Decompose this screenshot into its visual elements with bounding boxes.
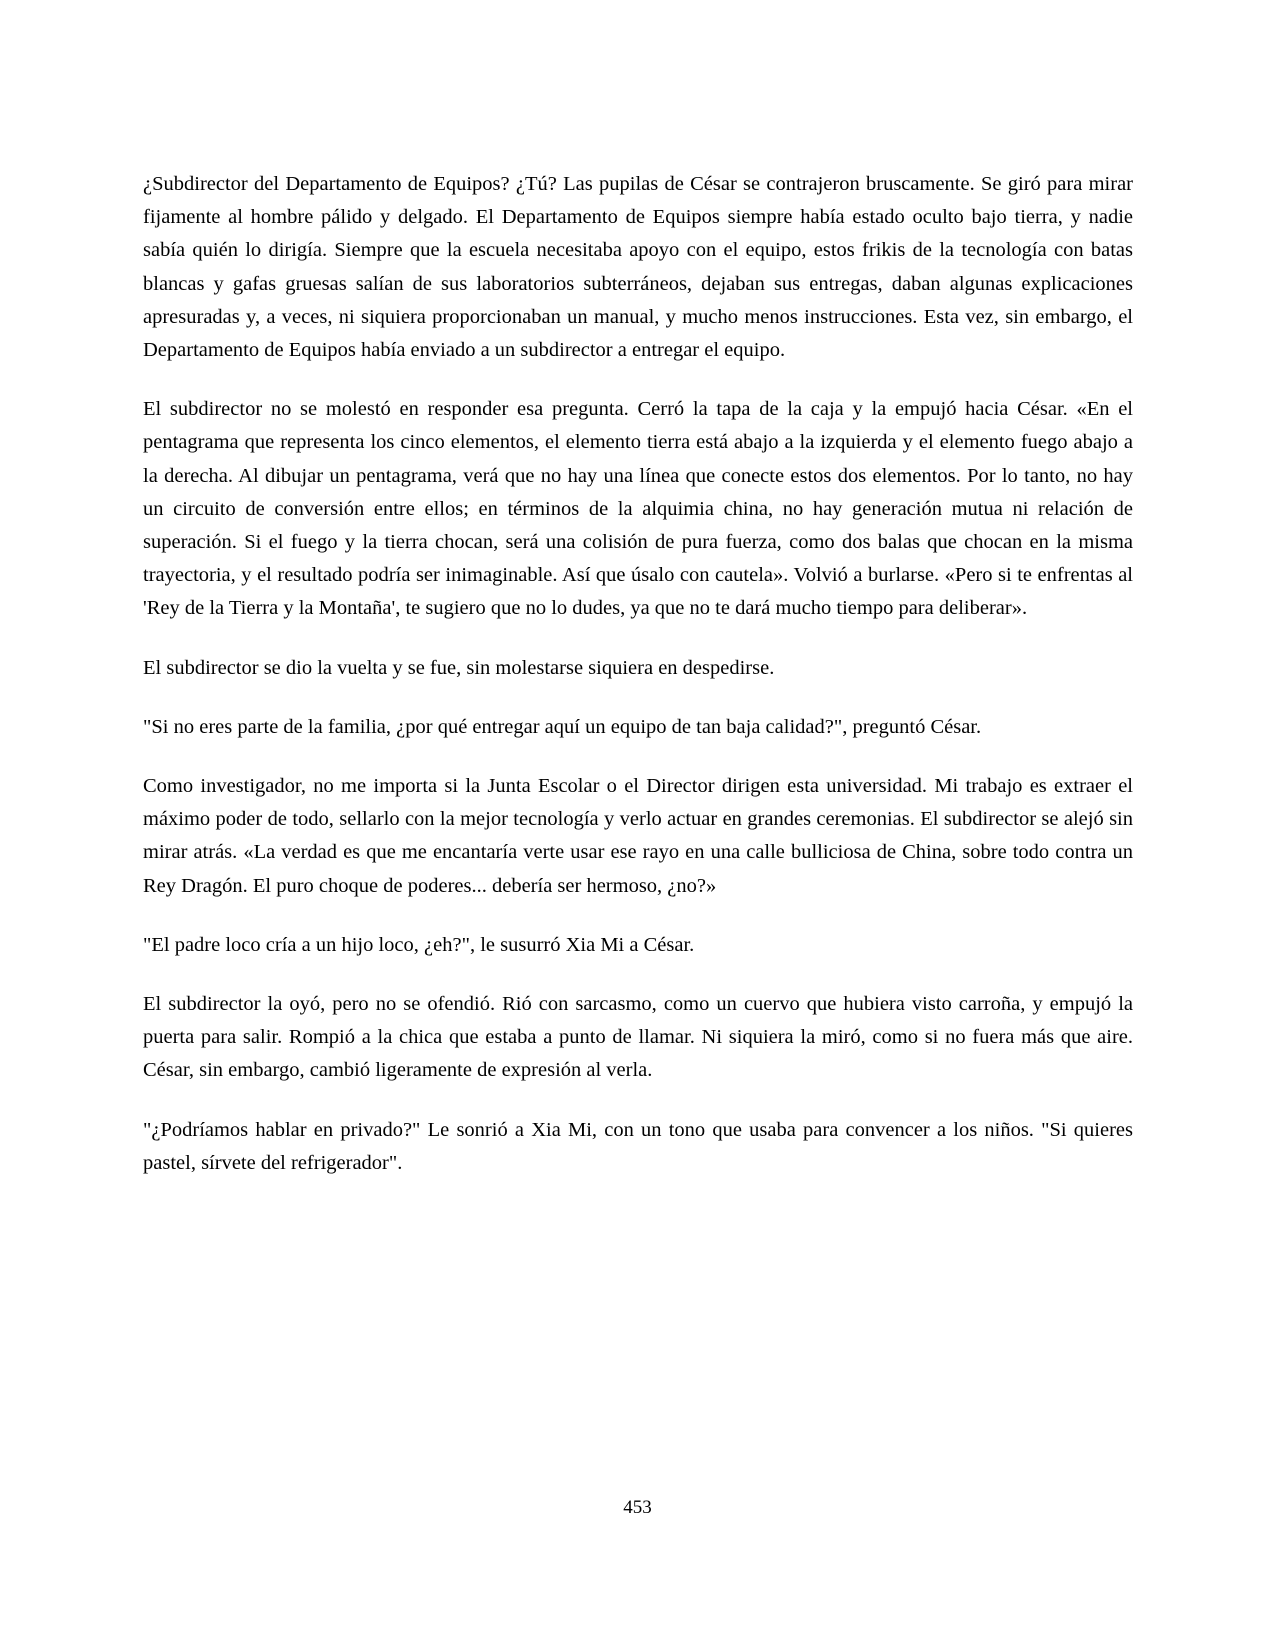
paragraph-5: Como investigador, no me importa si la Junta Escolar o el Director dirigen esta universidad. Mi trabajo es extraer el máximo poder de todo, sellarlo con la mejor tecnología y verlo actuar en grandes ceremonias. El subdirector se alejó sin mirar atrás. «La verdad es que me encantaría verte usar ese rayo en una calle bulliciosa de China, sobre todo contra un Rey Dragón. El puro choque de poderes... debería ser hermoso, ¿no?»	[143, 775, 1133, 897]
paragraph-3: El subdirector se dio la vuelta y se fue, sin molestarse siquiera en despedirse.	[143, 656, 775, 679]
paragraph-8: "¿Podríamos hablar en privado?" Le sonrió a Xia Mi, con un tono que usaba para convencer a los niños. "Si quieres pastel, sírvete del refrigerador".	[143, 1118, 1133, 1174]
paragraph-6: "El padre loco cría a un hijo loco, ¿eh?", le susurró Xia Mi a César.	[143, 933, 695, 956]
page-number: 453	[623, 1497, 652, 1518]
body-text-column	[143, 168, 1133, 1180]
paragraph-1: ¿Subdirector del Departamento de Equipos? ¿Tú? Las pupilas de César se contrajeron bruscamente. Se giró para mirar fijamente al hombre pálido y delgado. El Departamento de Equipos siempre había estado oculto bajo tierra, y nadie sabía quién lo dirigía. Siempre que la escuela necesitaba apoyo con el equipo, estos frikis de la tecnología con batas blancas y gafas gruesas salían de sus laboratorios subterráneos, dejaban sus entregas, daban algunas explicaciones apresuradas y, a veces, ni siquiera proporcionaban un manual, y mucho menos instrucciones. Esta vez, sin embargo, el Departamento de Equipos había enviado a un subdirector a entregar el equipo.	[143, 173, 1133, 362]
paragraph-4: "Si no eres parte de la familia, ¿por qué entregar aquí un equipo de tan baja calidad?", preguntó César.	[143, 715, 982, 738]
paragraph-2: El subdirector no se molestó en responder esa pregunta. Cerró la tapa de la caja y la empujó hacia César. «En el pentagrama que representa los cinco elementos, el elemento tierra está abajo a la izquierda y el elemento fuego abajo a la derecha. Al dibujar un pentagrama, verá que no hay una línea que conecte estos dos elementos. Por lo tanto, no hay un circuito de conversión entre ellos; en términos de la alquimia china, no hay generación mutua ni relación de superación. Si el fuego y la tierra chocan, será una colisión de pura fuerza, como dos balas que chocan en la misma trayectoria, y el resultado podría ser inimaginable. Así que úsalo con cautela». Volvió a burlarse. «Pero si te enfrentas al 'Rey de la Tierra y la Montaña', te sugiero que no lo dudes, ya que no te dará mucho tiempo para deliberar».	[143, 398, 1133, 620]
paragraph-7: El subdirector la oyó, pero no se ofendió. Rió con sarcasmo, como un cuervo que hubiera visto carroña, y empujó la puerta para salir. Rompió a la chica que estaba a punto de llamar. Ni siquiera la miró, como si no fuera más que aire. César, sin embargo, cambió ligeramente de expresión al verla.	[143, 993, 1133, 1082]
